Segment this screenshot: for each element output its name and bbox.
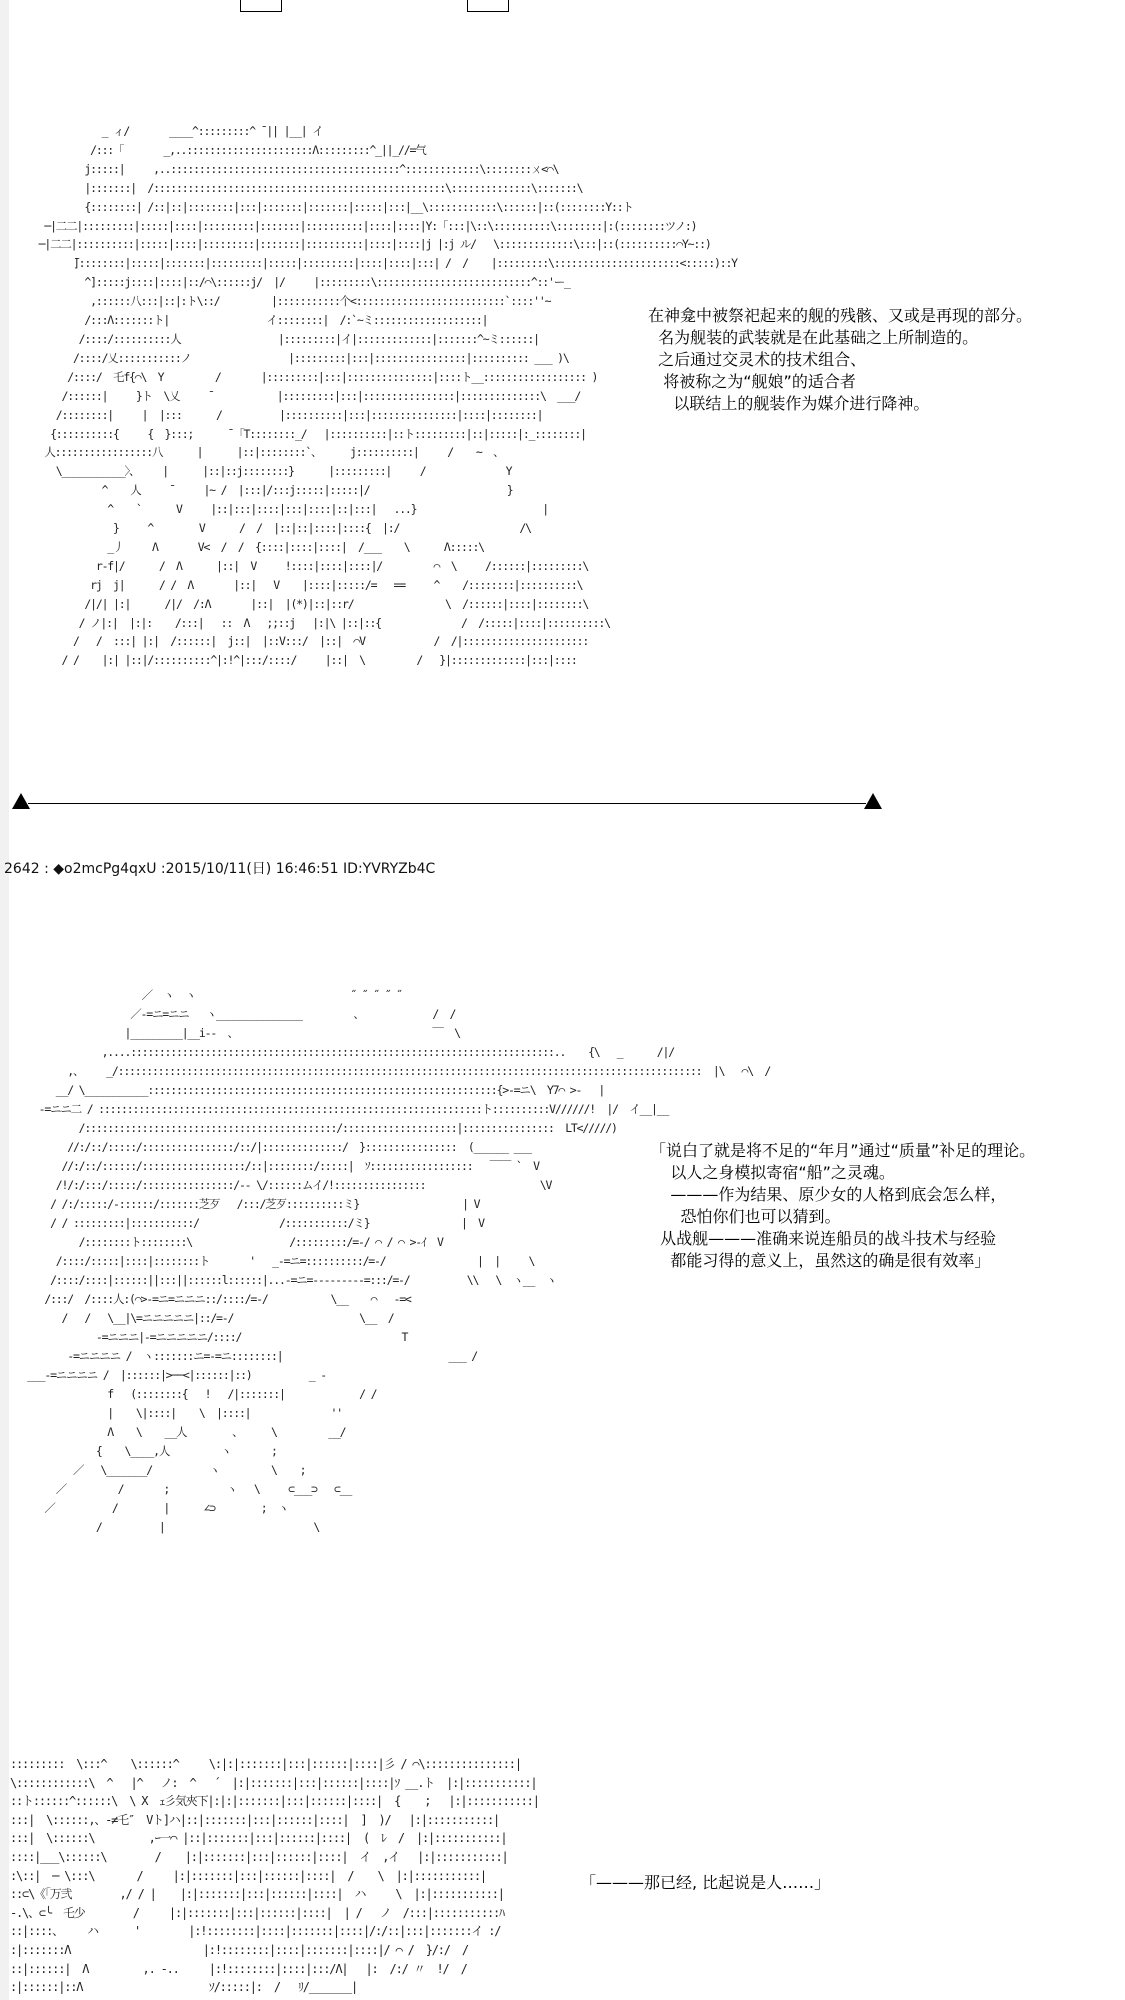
dialogue-line: 以人之身模拟寄宿“船”之灵魂。 bbox=[650, 1163, 895, 1182]
panel-2-ascii-art: ／ ヽ ヽ ˝ ˝ ˝ ˝ ˝ ／-=ニ=ニニ ヽ_______________ 、 / / |_________|__i-- 、 ￣ \ ,....::::::::::::::::::::::::::::::::::::::::::::::::::::::::::::::::::::::::::.. {\ _ /|/ ,、 _/:::::::::::::::::::::::::::::::::::::::::::::::::::::::::::::::::::::::::::::::::::::::::::::::::::::: |\ ⌒\ / __/ \___________:::::::::::::::::::::::::::::::::::::::::::::::::::::::::::::{>-=ニ\ Y7⌒ >- | -=ニニ二 / :::::::::::::::::::::::::::::::::::::::::::::::::::::::::::::::::::ト::::::::::V//////! |/ イ__|__ /::::::::::::::::::::::::::::::::::::::::::::/::::::::::::::::::::|:::::::::::::::: LT</////) //:/::/:::::/::::::::::::::::/::/|::::::::::::::/ }:::::::::::::::: (______ ___ //:/::/::::::/::::::::::::::::::/::|::::::::/:::::| ｿ:::::::::::::::::: ￣￣ ` V /!/:/:::/:::::/::::::::::::::::/-- \/::::::ムイ/!:::::::::::::::: \V / /:/:::::/-::::::/:::::::芝歹 /:::/芝歹::::::::::ミ} | V / / :::::::::|:::::::::::/ /:::::::::::/ミ} | V /::::::::ト::::::::\ /:::::::::/=-/ ⌒ / ⌒ >-ｲ V /::::/:::::|::::|::::::::ト ' _-=ニ=::::::::::/=-/ | | \ /::::/::::|::::::||:::||::::::l::::::|...-=ニ=---------=:::/=-/ \\ \ ヽ__ ヽ /:::/ /::::人:(⌒>-=ニ=ニニニ::/::::/=-/ \__ ⌒ -=< / / \__|\=ニニニニニ|::/=-/ \__ / -=ニニニ|-=ニニニニニ/::::/ T -=ニニニニ / ヽ:::::::ニ=-=ニ::::::::| ___ / ___-=ニニニニ / |::::::|>──<|::::::|::) _ - f (::::::::{ ! /|:::::::| / / | \|::::| \ |::::| '' Λ \ __人 、 \ __/ { \____,人 ヽ ; ／ \_______/ ヽ \ ; ／ / ; ヽ \ ⊂___⊃ ⊂__ ／ / | ∠⊃ ; ヽ / | \ bbox=[27, 988, 771, 1534]
dialogue-line: 从战舰———准确来说连船员的战斗技术与经验 bbox=[650, 1229, 997, 1248]
panel-3-ascii-art: ::::::::: \:::^ \::::::^ \:|:|:::::::|:::|::::::|::::|彡 / ⌒\:::::::::::::::| \::::::::::::\ ^ |^ ノ: ^ ´ |:|:::::::|:::|::::::|::::|ｿ __.ト |:|:::::::::::| ::ト::::::^::::::\ \ X ｪ彡気夾下|:|:|:::::::|:::|::::::|::::| { ; |:|:::::::::::| :::| \::::::,、-≠乇″ Vト]ハ|::|:::::::|:::|::::::|::::| ] )/ |:|:::::::::::| :::| \::::::\ ,ｰ一⌒ |::|:::::::|:::|::::::|::::| ( ﾚ / |:|:::::::::::| ::::|___\::::::\ / |:|:::::::|:::|::::::|::::| イ ,イ |:|:::::::::::| :\::| ─ \:::\ / |:|:::::::|:::|::::::|::::| / \ |:|:::::::::::| ::⊂\《「万弐 ,/ / | |:|:::::::|:::|::::::|::::| ハ \ |:|:::::::::::| -.\、⊂╰ 乇少 / |:|:::::::|:::|::::::|::::| | / ノ /:::|:::::::::::ﾊ ::|::::、 ハ ' |:!::::::::|::::|:::::::|::::|/:/::|:::|:::::::イ :/ :|:::::::Λ |:!::::::::|::::|:::::::|::::|/ ⌒ / }/:/ / ::|::::::| Λ ,. -.. |:!::::::::|::::|:::/Λ| |: /:/ 〃 !/ / :|::::::|::Λ ｿ/:::::|: / ﾘ/_______| bbox=[10, 1757, 539, 1995]
caption-line: 名为舰装的武装就是在此基础之上所制造的。 bbox=[648, 328, 979, 347]
dialogue-line: 都能习得的意义上，虽然这的确是很有效率」 bbox=[650, 1251, 991, 1270]
post-header: 2642 : ◆o2mcPg4qxU :2015/10/11(日) 16:46:51 ID:YVRYZb4C bbox=[4, 861, 436, 877]
panel-1-caption bbox=[648, 305, 1032, 415]
panel-1-ascii-art: _ ィ/ ____^:::::::::^ ¯|| |__| イ /:::「 _,..::::::::::::::::::::::Λ:::::::::^_||_//=气 j:::::| ,..::::::::::::::::::::::::::::::::::::::::^:::::::::::::\::::::::ㄨ<⌒\ |:::::::| /:::::::::::::::::::::::::::::::::::::::::::::::::::\::::::::::::::\:::::::\ {::::::::| /::|::|::::::::|:::|:::::::|:::::::|:::::|:::|__\::::::::::::\::::::|::(::::::::Y::ト ─|二二|:::::::::|:::::|::::|:::::::::|:::::::|::::::::::|::::|::::|Y:「:::|\::\::::::::::\::::::::|:(::::::::ツノ:) ─|二二|::::::::::|:::::|::::|:::::::::|:::::::|::::::::::|::::|::::|j |:j ル/ \:::::::::::::\:::|::(::::::::::⌒Y~::) ̄]::::::::|:::::|:::::::|:::::::::|:::::|:::::::::|::::|::::|:::| / / |:::::::::\::::::::::::::::::::::<:::::)::Y ^]:::::j::::|::::|::/⌒\::::::j/ |/ |:::::::::\:::::::::::::::::::::::::::^::'ー_ ,::::::八:::|::|:ト\::/ |:::::::::::个<::::::::::::::::::::::::::`::::''~ /:::Λ:::::::ト| イ::::::::| /:`~ミ:::::::::::::::::::| /::::/::::::::::人 |:::::::::|イ|:::::::::::::|:::::::^~ミ::::::| /::::/乂:::::::::::ノ |:::::::::|:::|::::::::::::::::|:::::::::: ___ )\ /::::/ 乇f{⌒\ Y / |:::::::::|:::|:::::::::::::::|::::ト__:::::::::::::::::: ) /::::::| }ト \乂 ¯ |:::::::::|:::|::::::::::::::::|::::::::::::::\ ___/ /::::::::| | |::: / |::::::::::|:::|:::::::::::::::|::::|::::::::| {::::::::::{ { }:::; ¯「T::::::::_/ |::::::::::|::ト:::::::::|::|:::::|:_::::::::| 人:::::::::::::::::八 | |::|::::::::`、 j::::::::::| / ~ 、 \___________〉、 | |::|::j::::::::} |:::::::::| / Y ^ 人 ¯ |~ / |:::|/:::j:::::|:::::|/ } ^ ` V |::|:::|::::|:::|::::|::|:::| ...} | } ^ V / / |::|::|::::|::::{ |:/ /\ _丿 Λ V< / / {::::|::::|::::| /___ \ Λ:::::\ r-f|/ / Λ |::| V !::::|::::|::::|/ ⌒ \ /::::::|:::::::::\ rj j| / / Λ |::| V |::::|:::::/= == ^ /::::::::|::::::::::\ /|/| |:| /|/ /:Λ |::| |(*)|::|::r/ \ /::::::|::::|::::::::\ / ノ|:| |:|: /:::| :: Λ ;;::j |:|\ |::|::{ / /:::::|::::|::::::::::\ / / :::| |:| /::::::| j::| |::V:::/ |::| ⌒V / /|:::::::::::::::::::::: / / |:| |::|/::::::::::^|:!^|:::/::::/ |::| \ / }|:::::::::::::|:::|:::: bbox=[38, 124, 737, 668]
panel-2-dialogue bbox=[650, 1140, 1035, 1272]
left-margin-strip bbox=[0, 0, 9, 2000]
cutoff-box-right bbox=[467, 0, 509, 12]
post-divider bbox=[12, 793, 882, 815]
caption-line: 以联结上的舰装作为媒介进行降神。 bbox=[648, 394, 930, 413]
dialogue-line: ———作为结果、原少女的人格到底会怎么样， bbox=[650, 1185, 1007, 1204]
right-triangle-icon bbox=[864, 793, 882, 809]
dialogue-line: 「———那已经, 比起说是人……」 bbox=[580, 1873, 831, 1892]
caption-line: 之后通过交灵术的技术组合、 bbox=[648, 350, 867, 369]
dialogue-line: 「说白了就是将不足的“年月”通过“质量”补足的理论。 bbox=[650, 1141, 1036, 1160]
divider-line bbox=[28, 803, 866, 804]
cutoff-box-left bbox=[240, 0, 282, 12]
left-triangle-icon bbox=[12, 793, 30, 809]
panel-3-dialogue bbox=[580, 1872, 830, 1894]
dialogue-line: 恐怕你们也可以猜到。 bbox=[650, 1207, 841, 1226]
caption-line: 在神龛中被祭祀起来的舰的残骸、又或是再现的部分。 bbox=[648, 306, 1033, 325]
caption-line: 将被称之为“舰娘”的适合者 bbox=[648, 372, 856, 391]
